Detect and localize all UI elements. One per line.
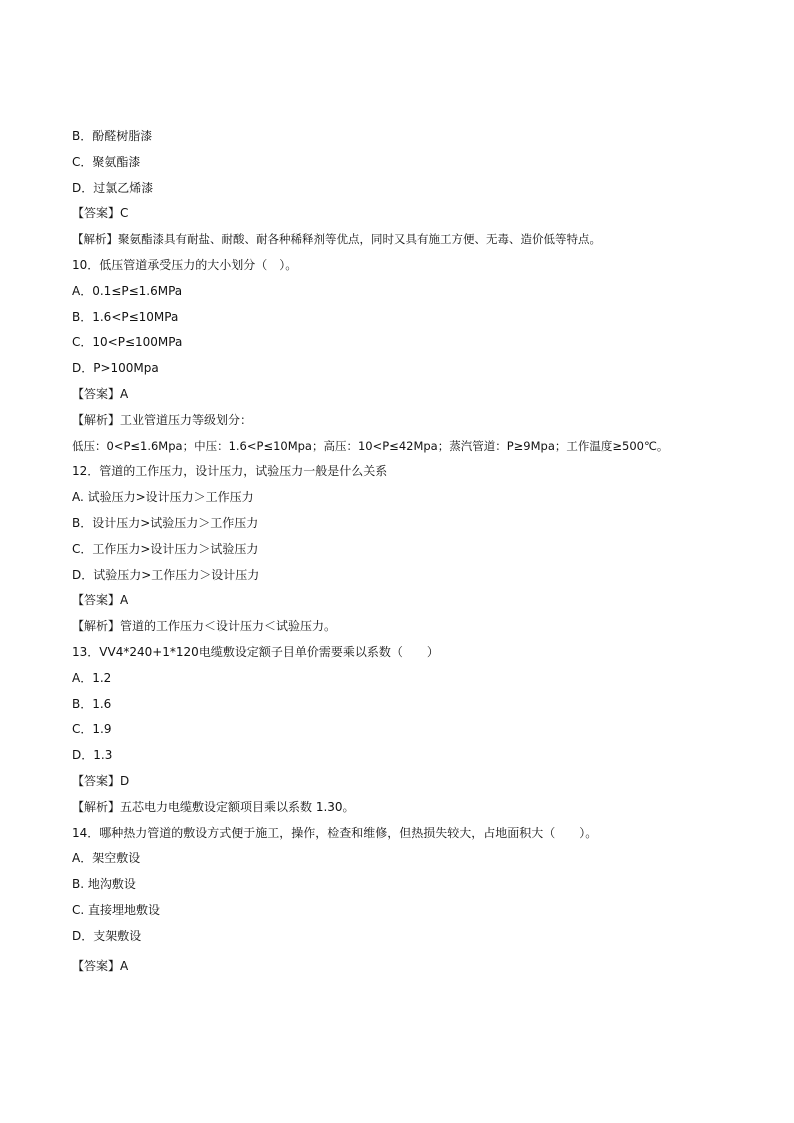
- question-12: 12．管道的工作压力，设计压力，试验压力一般是什么关系: [72, 464, 388, 479]
- question-14: 14．哪种热力管道的敷设方式便于施工，操作，检查和维修，但热损失较大，占地面积大（ ）。: [72, 825, 598, 840]
- option-c-line: C．聚氨酯漆: [72, 154, 141, 169]
- option-c-line: C．10<P≤100MPa: [72, 335, 183, 350]
- option-b-line: B．酚醛树脂漆: [72, 129, 153, 143]
- option-a-line: A．1.2: [72, 670, 112, 685]
- answer-line: 【答案】C: [72, 206, 129, 221]
- analysis-line: 【解析】工业管道压力等级划分：: [72, 412, 253, 427]
- answer-line: 【答案】A: [72, 593, 129, 608]
- analysis-line: 【解析】聚氨酯漆具有耐盐、耐酸、耐各种稀释剂等优点，同时又具有施工方便、无毒、造价低等特点。: [72, 232, 601, 247]
- option-c-line: C．1.9: [72, 722, 112, 737]
- option-d-line: D．支架敷设: [72, 928, 142, 943]
- answer-line: 【答案】A: [72, 958, 129, 973]
- option-d-line: D．试验压力>工作压力＞设计压力: [72, 567, 260, 582]
- option-c-line: C．工作压力>设计压力＞试验压力: [72, 541, 259, 556]
- analysis-line: 【解析】管道的工作压力＜设计压力＜试验压力。: [72, 619, 337, 634]
- analysis-detail-line: 低压：0<P≤1.6Mpa；中压：1.6<P≤10Mpa；高压：10<P≤42Mpa；蒸汽管道：P≥9Mpa；工作温度≥500℃。: [72, 438, 669, 453]
- option-b-line: B．1.6<P≤10MPa: [72, 309, 179, 324]
- option-b-line: B．设计压力>试验压力＞工作压力: [72, 515, 259, 530]
- option-d-line: D．P>100Mpa: [72, 361, 159, 376]
- option-d-line: D．过氯乙烯漆: [72, 180, 154, 195]
- option-a-line: A．0.1≤P≤1.6MPa: [72, 283, 183, 298]
- option-b-line: B．1.6: [72, 696, 112, 711]
- question-10: 10．低压管道承受压力的大小划分（ ）。: [72, 257, 298, 272]
- option-d-line: D．1.3: [72, 748, 113, 763]
- option-a-line: A. 试验压力>设计压力＞工作压力: [72, 490, 254, 505]
- analysis-line: 【解析】五芯电力电缆敷设定额项目乘以系数 1.30。: [72, 799, 355, 814]
- option-b-line: B. 地沟敷设: [72, 877, 136, 892]
- option-c-line: C. 直接埋地敷设: [72, 902, 161, 917]
- answer-line: 【答案】D: [72, 773, 130, 788]
- document-body: [72, 124, 742, 979]
- option-a-line: A．架空敷设: [72, 851, 141, 866]
- question-13: 13．VV4*240+1*120电缆敷设定额子目单价需要乘以系数（ ）: [72, 644, 439, 659]
- answer-line: 【答案】A: [72, 386, 129, 401]
